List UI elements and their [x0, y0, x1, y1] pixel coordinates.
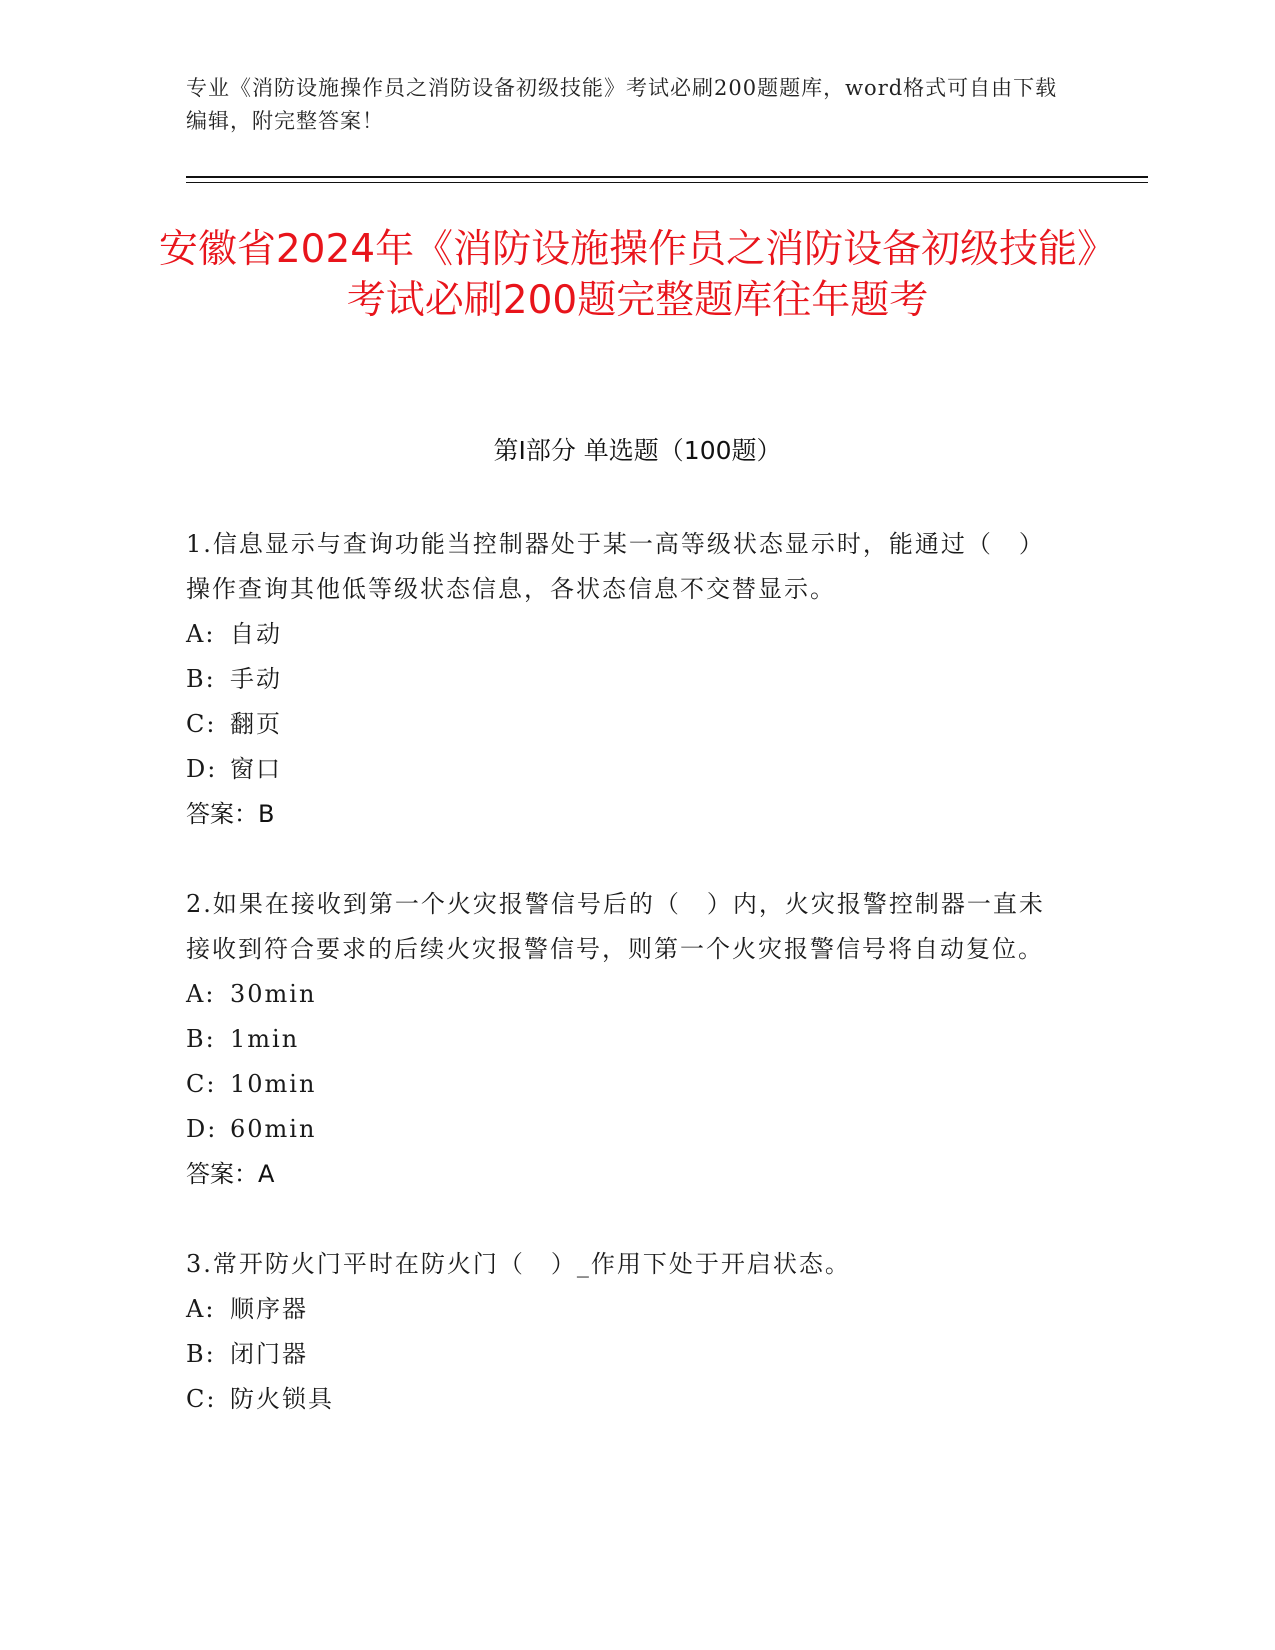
- option-text: 翻页: [230, 710, 282, 738]
- option-key: A:: [186, 1295, 216, 1323]
- answer-line: 答案：A: [186, 1160, 275, 1188]
- header-rule-thin: [186, 182, 1148, 183]
- question-stem: 3.常开防火门平时在防火门（ ）_作用下处于开启状态。: [186, 1250, 851, 1278]
- option-text: 30min: [230, 980, 317, 1008]
- question-3: [186, 1242, 1066, 1422]
- option-d: [186, 747, 1066, 792]
- answer-line: 答案：B: [186, 800, 275, 828]
- option-c: [186, 702, 1066, 747]
- option-text: 60min: [230, 1115, 317, 1143]
- option-a: [186, 1287, 1066, 1332]
- header-note: 专业《消防设施操作员之消防设备初级技能》考试必刷200题题库，word格式可自由下载编辑，附完整答案！: [186, 76, 1058, 133]
- option-d: [186, 1107, 1066, 1152]
- document-title: 安徽省2024年《消防设施操作员之消防设备初级技能》考试必刷200题完整题库往年题考: [158, 227, 1117, 323]
- question-list: [186, 522, 1066, 1422]
- option-key: A:: [186, 980, 216, 1008]
- section-heading: 第Ⅰ部分 单选题（100题）: [493, 436, 782, 465]
- option-key: D:: [186, 1115, 218, 1143]
- option-key: C:: [186, 1385, 217, 1413]
- option-text: 1min: [230, 1025, 300, 1053]
- option-text: 手动: [230, 665, 282, 693]
- option-b: [186, 657, 1066, 702]
- option-key: B:: [186, 1025, 216, 1053]
- question-2: [186, 882, 1066, 1197]
- option-c: [186, 1062, 1066, 1107]
- question-1: [186, 522, 1066, 837]
- option-key: C:: [186, 1070, 217, 1098]
- header-rule-thick: [186, 176, 1148, 178]
- option-text: 闭门器: [230, 1340, 308, 1368]
- option-key: D:: [186, 755, 218, 783]
- option-key: C:: [186, 710, 217, 738]
- question-stem: 2.如果在接收到第一个火灾报警信号后的（ ）内，火灾报警控制器一直未接收到符合要求的后续火灾报警信号，则第一个火灾报警信号将自动复位。: [186, 890, 1045, 963]
- option-text: 自动: [230, 620, 282, 648]
- option-text: 防火锁具: [230, 1385, 334, 1413]
- option-key: A:: [186, 620, 216, 648]
- option-b: [186, 1017, 1066, 1062]
- option-a: [186, 972, 1066, 1017]
- option-text: 窗口: [230, 755, 282, 783]
- option-a: [186, 612, 1066, 657]
- option-c: [186, 1377, 1066, 1422]
- option-key: B:: [186, 665, 216, 693]
- option-key: B:: [186, 1340, 216, 1368]
- question-stem: 1.信息显示与查询功能当控制器处于某一高等级状态显示时，能通过（ ）操作查询其他低等级状态信息，各状态信息不交替显示。: [186, 530, 1045, 603]
- option-text: 顺序器: [230, 1295, 308, 1323]
- option-b: [186, 1332, 1066, 1377]
- option-text: 10min: [230, 1070, 317, 1098]
